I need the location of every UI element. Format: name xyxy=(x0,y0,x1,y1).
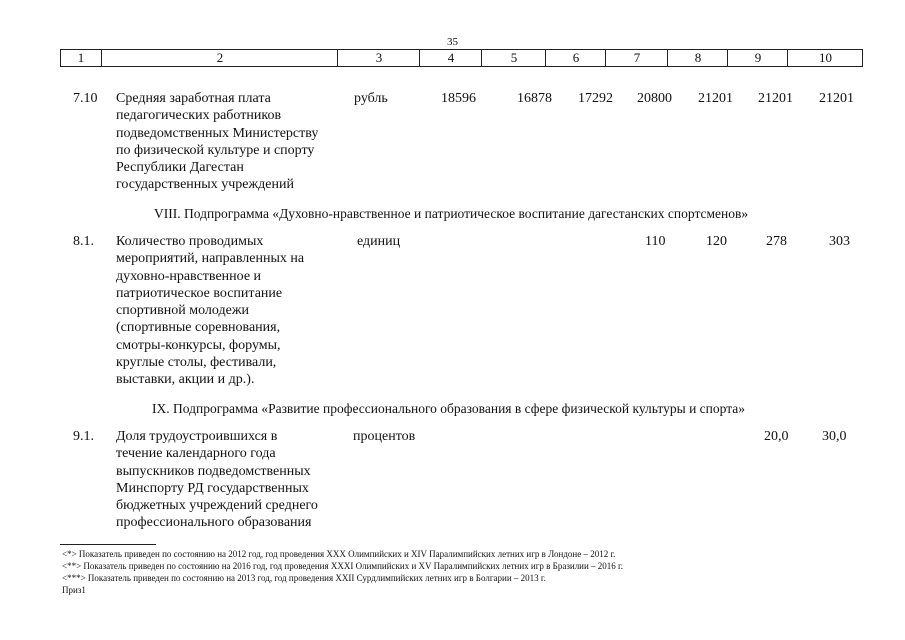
value-col-10: 303 xyxy=(829,234,850,249)
col-num-9: 9 xyxy=(727,50,788,66)
indicator-name-line: течение календарного года xyxy=(116,446,276,462)
row-number: 8.1. xyxy=(73,234,94,249)
indicator-name-line: Доля трудоустроившихся в xyxy=(116,429,278,444)
indicator-name-line: Республики Дагестан xyxy=(116,160,244,176)
col-num-10: 10 xyxy=(787,50,863,66)
section-title: VIII. Подпрограмма «Духовно-нравственное и патриотическое воспитание дагестанских спортсменов» xyxy=(154,206,749,221)
indicator-name-line: Количество проводимых xyxy=(116,234,264,249)
col-num-7: 7 xyxy=(605,50,668,66)
value-col-9: 20,0 xyxy=(764,429,789,444)
indicator-name-line: педагогических работников xyxy=(116,108,282,124)
indicator-name-line: Минспорту РД государственных xyxy=(116,480,309,496)
indicator-name-line: выпускников подведомственных xyxy=(116,463,311,479)
indicator-name-line: бюджетных учреждений среднего xyxy=(116,498,318,514)
col-num-4: 4 xyxy=(419,50,482,66)
value-col-8: 21201 xyxy=(698,91,733,106)
section-title: IX. Подпрограмма «Развитие профессионального образования в сфере физической культуры и спорта» xyxy=(152,401,746,416)
unit: рубль xyxy=(354,91,388,106)
unit: процентов xyxy=(353,429,416,444)
indicator-name-line: выставки, акции и др.). xyxy=(116,372,255,388)
value-col-10: 21201 xyxy=(819,91,854,106)
value-col-7: 110 xyxy=(645,234,666,249)
indicator-name-line: круглые столы, фестивали, xyxy=(116,355,277,371)
indicator-name-line: Средняя заработная плата xyxy=(116,91,271,106)
col-num-3: 3 xyxy=(337,50,420,66)
value-col-4: 18596 xyxy=(441,91,476,106)
indicator-name-line: профессионального образования xyxy=(116,515,312,531)
value-col-8: 120 xyxy=(706,234,727,249)
indicator-name-line: мероприятий, направленных на xyxy=(116,251,305,267)
value-col-7: 20800 xyxy=(637,91,672,106)
indicator-name-line: подведомственных Министерству xyxy=(116,125,319,141)
indicator-name-line: патриотическое воспитание xyxy=(116,285,283,301)
col-num-2: 2 xyxy=(101,50,338,66)
value-col-10: 30,0 xyxy=(822,429,847,444)
footnote-1: <*> Показатель приведен по состоянию на 2012 год, год проведения XXX Олимпийских и XIV Паралимпийских летних игр в Лондоне – 2012 г. xyxy=(62,549,616,559)
indicator-name-line: духовно-нравственное и xyxy=(116,268,262,284)
row-number: 9.1. xyxy=(73,429,94,444)
col-num-5: 5 xyxy=(481,50,546,66)
footnote-attachment-ref: Приз1 xyxy=(62,585,86,595)
footnote-2: <**> Показатель приведен по состоянию на 2016 год, год проведения XXXI Олимпийских и XV Паралимпийских летних игр в Бразилии – 2016 г. xyxy=(62,561,623,571)
value-col-9: 278 xyxy=(766,234,787,249)
indicator-name xyxy=(116,233,352,389)
scan-edge-top xyxy=(0,0,905,1)
col-num-6: 6 xyxy=(545,50,606,66)
unit: единиц xyxy=(357,234,401,249)
scan-noise xyxy=(30,627,870,637)
page-number: 35 xyxy=(447,36,458,48)
value-col-6: 17292 xyxy=(578,91,613,106)
value-col-9: 21201 xyxy=(758,91,793,106)
footnote-3: <***> Показатель приведен по состоянию на 2013 год, год проведения XXII Сурдлимпийских летних игр в Болгарии – 2013 г. xyxy=(62,573,546,583)
indicator-name xyxy=(116,428,352,532)
footnote-separator xyxy=(60,544,156,545)
col-num-8: 8 xyxy=(667,50,728,66)
value-col-5: 16878 xyxy=(517,91,552,106)
indicator-name xyxy=(116,90,352,194)
indicator-name-line: смотры-конкурсы, форумы, xyxy=(116,337,281,353)
row-number: 7.10 xyxy=(73,91,98,106)
indicator-name-line: (спортивные соревнования, xyxy=(116,320,281,336)
column-number-header xyxy=(60,49,863,67)
indicator-name-line: государственных учреждений xyxy=(116,177,294,193)
indicator-name-line: по физической культуре и спорту xyxy=(116,142,315,158)
col-num-1: 1 xyxy=(77,50,85,65)
indicator-name-line: спортивной молодежи xyxy=(116,303,249,319)
